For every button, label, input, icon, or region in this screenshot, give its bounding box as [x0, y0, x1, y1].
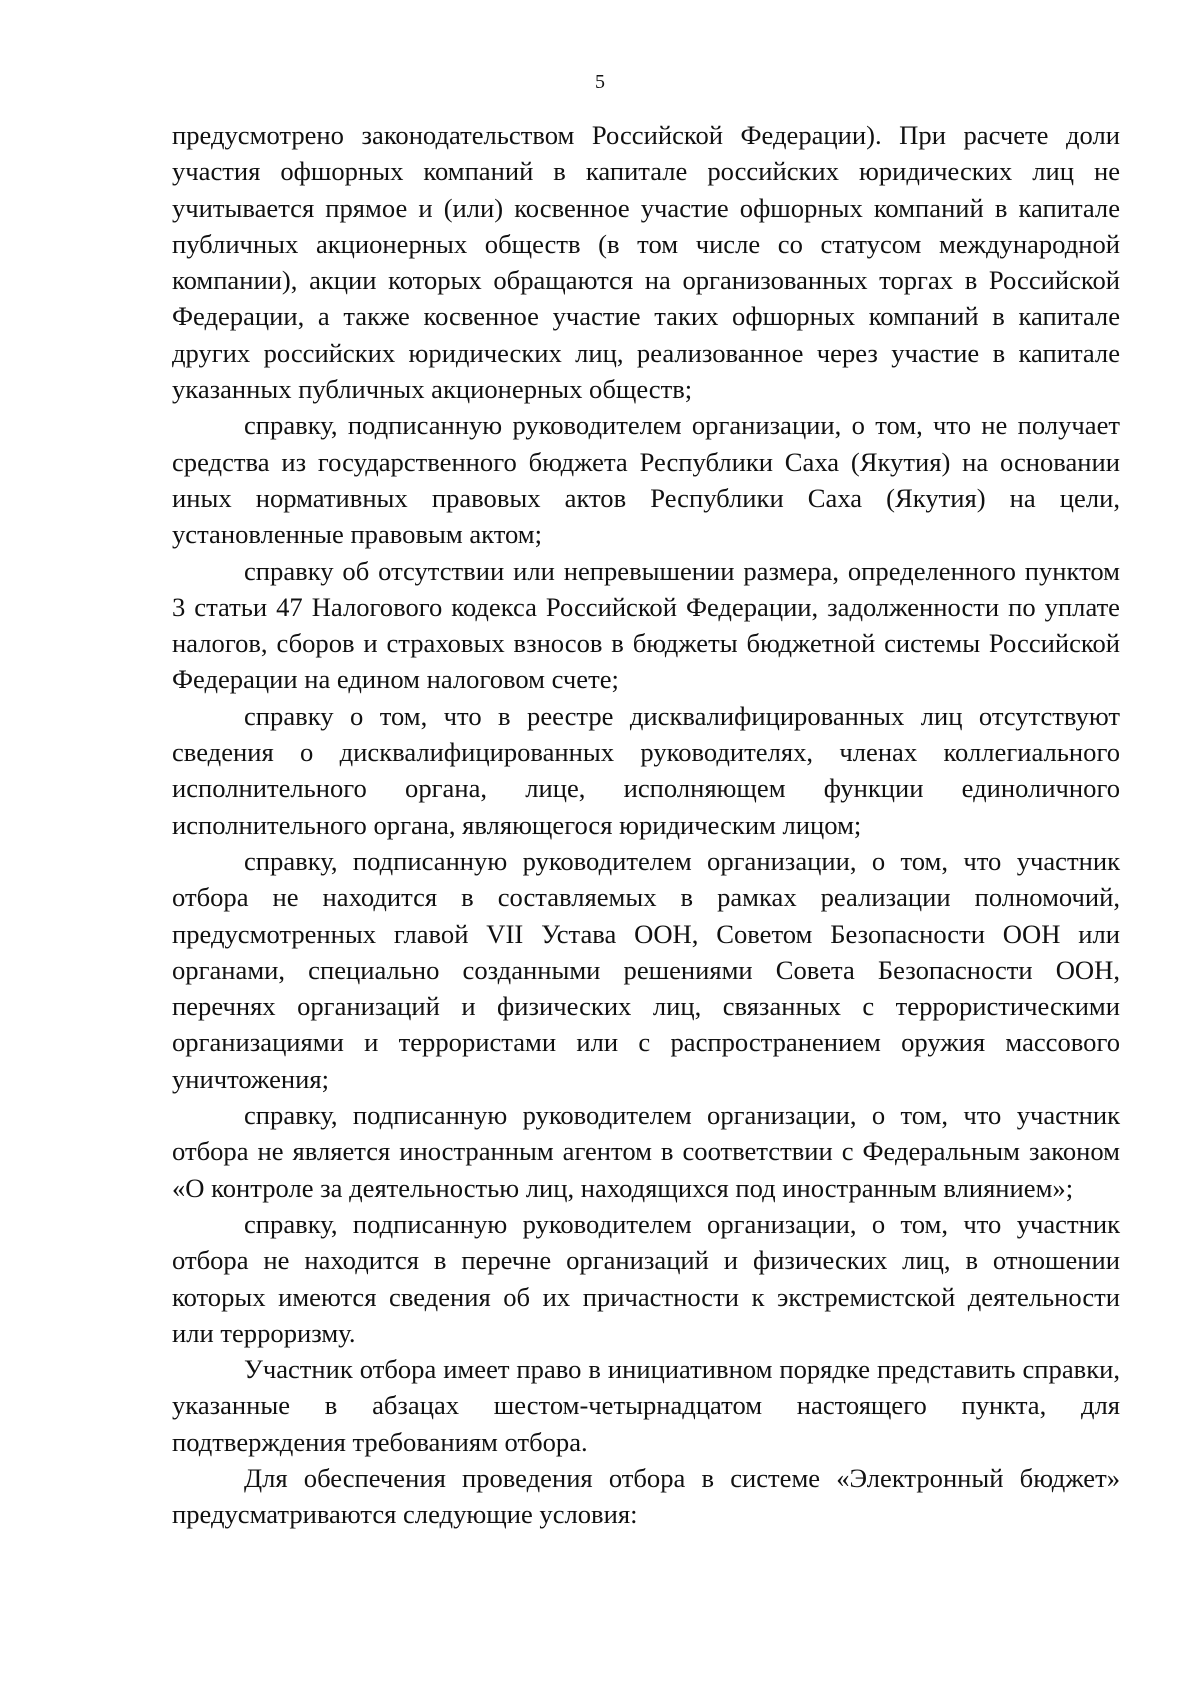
paragraph-extremism-certificate: справку, подписанную руководителем организации, о том, что участник отбора не находится в перечне организаций и физических лиц, в отношении которых имеются сведения об их причастности к экстремистской деятельности или терроризму. — [172, 1208, 1120, 1348]
paragraph-offshore-participation: предусмотрено законодательством Российской Федерации). При расчете доли участия офшорных компаний в капитале российских юридических лиц не учитывается прямое и (или) косвенное участие офшорных компаний в капитале публичных акционерных обществ (в том числе со статусом международной компании), акции которых обращаются на организованных торгах в Российской Федерации, а также косвенное участие таких офшорных компаний в капитале других российских юридических лиц, реализованное через участие в капитале указанных публичных акционерных обществ; — [172, 120, 1120, 405]
paragraph-tax-debt-certificate: справку об отсутствии или непревышении размера, определенного пунктом 3 статьи 47 Налогового кодекса Российской Федерации, задолженности по уплате налогов, сборов и страховых взносов в бюджеты бюджетной системы Российской Федерации на едином налоговом счете; — [172, 555, 1120, 695]
page-number: 5 — [595, 71, 605, 93]
paragraph-disqualified-persons-certificate: справку о том, что в реестре дисквалифицированных лиц отсутствуют сведения о дисквалифицированных руководителях, членах коллегиального исполнительного органа, лице, исполняющем функции единоличного исполнительного органа, являющегося юридическим лицом; — [172, 700, 1120, 840]
document-body — [172, 117, 1120, 1533]
paragraph-foreign-agent-certificate: справку, подписанную руководителем организации, о том, что участник отбора не является иностранным агентом в соответствии с Федеральным законом «О контроле за деятельностью лиц, находящихся под иностранным влиянием»; — [172, 1100, 1120, 1203]
paragraph-electronic-budget-conditions: Для обеспечения проведения отбора в системе «Электронный бюджет» предусматриваются следующие условия: — [172, 1462, 1120, 1530]
paragraph-un-sanctions-certificate: справку, подписанную руководителем организации, о том, что участник отбора не находится в составляемых в рамках реализации полномочий, предусмотренных главой VII Устава ООН, Советом Безопасности ООН или органами, специально созданными решениями Совета Безопасности ООН, перечнях организаций и физических лиц, связанных с террористическими организациями и террористами или с распространением оружия массового уничтожения; — [172, 845, 1120, 1094]
paragraph-budget-funds-certificate: справку, подписанную руководителем организации, о том, что не получает средства из государственного бюджета Республики Саха (Якутия) на основании иных нормативных правовых актов Республики Саха (Якутия) на цели, установленные правовым актом; — [172, 410, 1120, 550]
paragraph-initiative-right: Участник отбора имеет право в инициативном порядке представить справки, указанные в абзацах шестом-четырнадцатом настоящего пункта, для подтверждения требованиям отбора. — [172, 1354, 1120, 1457]
